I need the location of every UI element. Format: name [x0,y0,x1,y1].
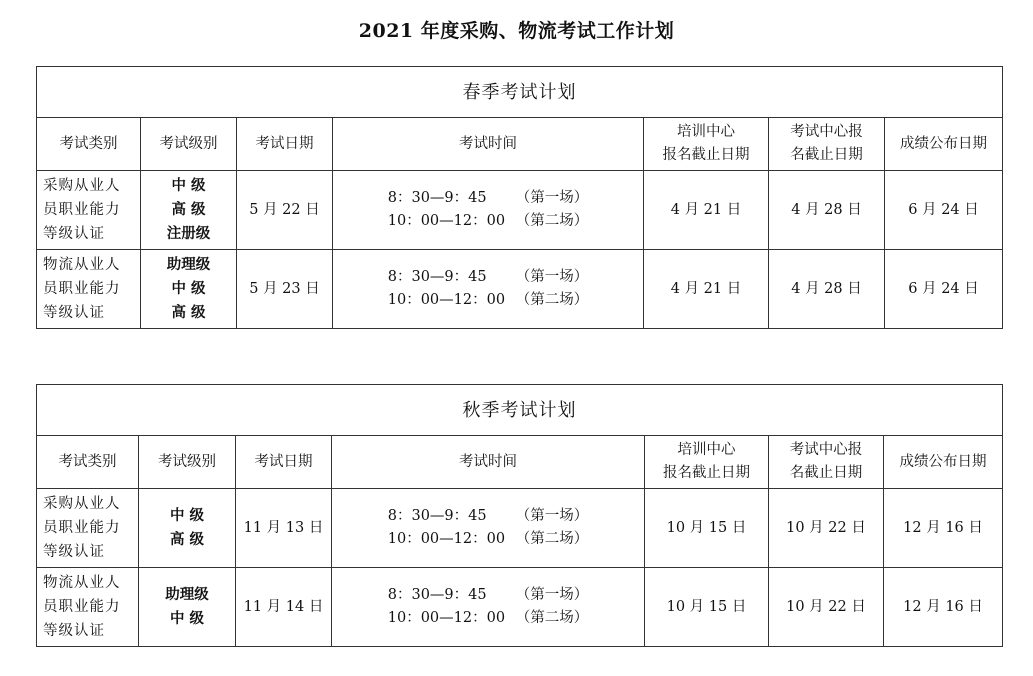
page-title: 2021 年度采购、物流考试工作计划 [358,20,675,42]
center-deadline-cell: 10 月 22 日 [769,568,884,647]
time-cell: 8：30—9：45 （第一场） 10：00—12：00 （第二场） [332,489,645,568]
header-center-deadline: 考试中心报 名截止日期 [769,436,884,489]
center-deadline-cell: 4 月 28 日 [769,250,885,329]
training-deadline-cell: 10 月 15 日 [645,568,769,647]
date-cell: 5 月 22 日 [237,171,333,250]
table-row [37,250,1003,329]
training-deadline-cell: 4 月 21 日 [644,171,769,250]
header-category: 考试类别 [37,436,139,489]
header-results-date: 成绩公布日期 [885,118,1003,171]
category-cell: 采购从业人 员职业能力 等级认证 [37,171,141,250]
header-category: 考试类别 [37,118,141,171]
date-cell: 5 月 23 日 [237,250,333,329]
center-deadline-cell: 4 月 28 日 [769,171,885,250]
results-date-cell: 6 月 24 日 [885,171,1003,250]
header-row [37,436,1003,489]
header-level: 考试级别 [139,436,236,489]
category-cell: 物流从业人 员职业能力 等级认证 [37,250,141,329]
autumn-plan-table [36,384,1003,647]
season-title: 秋季考试计划 [37,385,1003,436]
center-deadline-cell: 10 月 22 日 [769,489,884,568]
header-results-date: 成绩公布日期 [884,436,1003,489]
level-cell: 助理级 中 级 高 级 [141,250,237,329]
time-cell: 8：30—9：45 （第一场） 10：00—12：00 （第二场） [332,568,645,647]
level-cell: 中 级 高 级 注册级 [141,171,237,250]
training-deadline-cell: 10 月 15 日 [645,489,769,568]
header-center-deadline: 考试中心报 名截止日期 [769,118,885,171]
header-time: 考试时间 [332,436,645,489]
training-deadline-cell: 4 月 21 日 [644,250,769,329]
date-cell: 11 月 14 日 [236,568,332,647]
results-date-cell: 12 月 16 日 [884,568,1003,647]
header-date: 考试日期 [236,436,332,489]
table-row [37,568,1003,647]
category-cell: 物流从业人 员职业能力 等级认证 [37,568,139,647]
header-training-deadline: 培训中心 报名截止日期 [645,436,769,489]
time-cell: 8：30—9：45 （第一场） 10：00—12：00 （第二场） [333,171,644,250]
time-cell: 8：30—9：45 （第一场） 10：00—12：00 （第二场） [333,250,644,329]
header-row [37,118,1003,171]
results-date-cell: 12 月 16 日 [884,489,1003,568]
results-date-cell: 6 月 24 日 [885,250,1003,329]
header-date: 考试日期 [237,118,333,171]
category-cell: 采购从业人 员职业能力 等级认证 [37,489,139,568]
header-level: 考试级别 [141,118,237,171]
season-title: 春季考试计划 [37,67,1003,118]
level-cell: 助理级 中 级 [139,568,236,647]
header-training-deadline: 培训中心 报名截止日期 [644,118,769,171]
table-row [37,171,1003,250]
level-cell: 中 级 高 级 [139,489,236,568]
date-cell: 11 月 13 日 [236,489,332,568]
spring-plan-table [36,66,1003,329]
header-time: 考试时间 [333,118,644,171]
table-row [37,489,1003,568]
